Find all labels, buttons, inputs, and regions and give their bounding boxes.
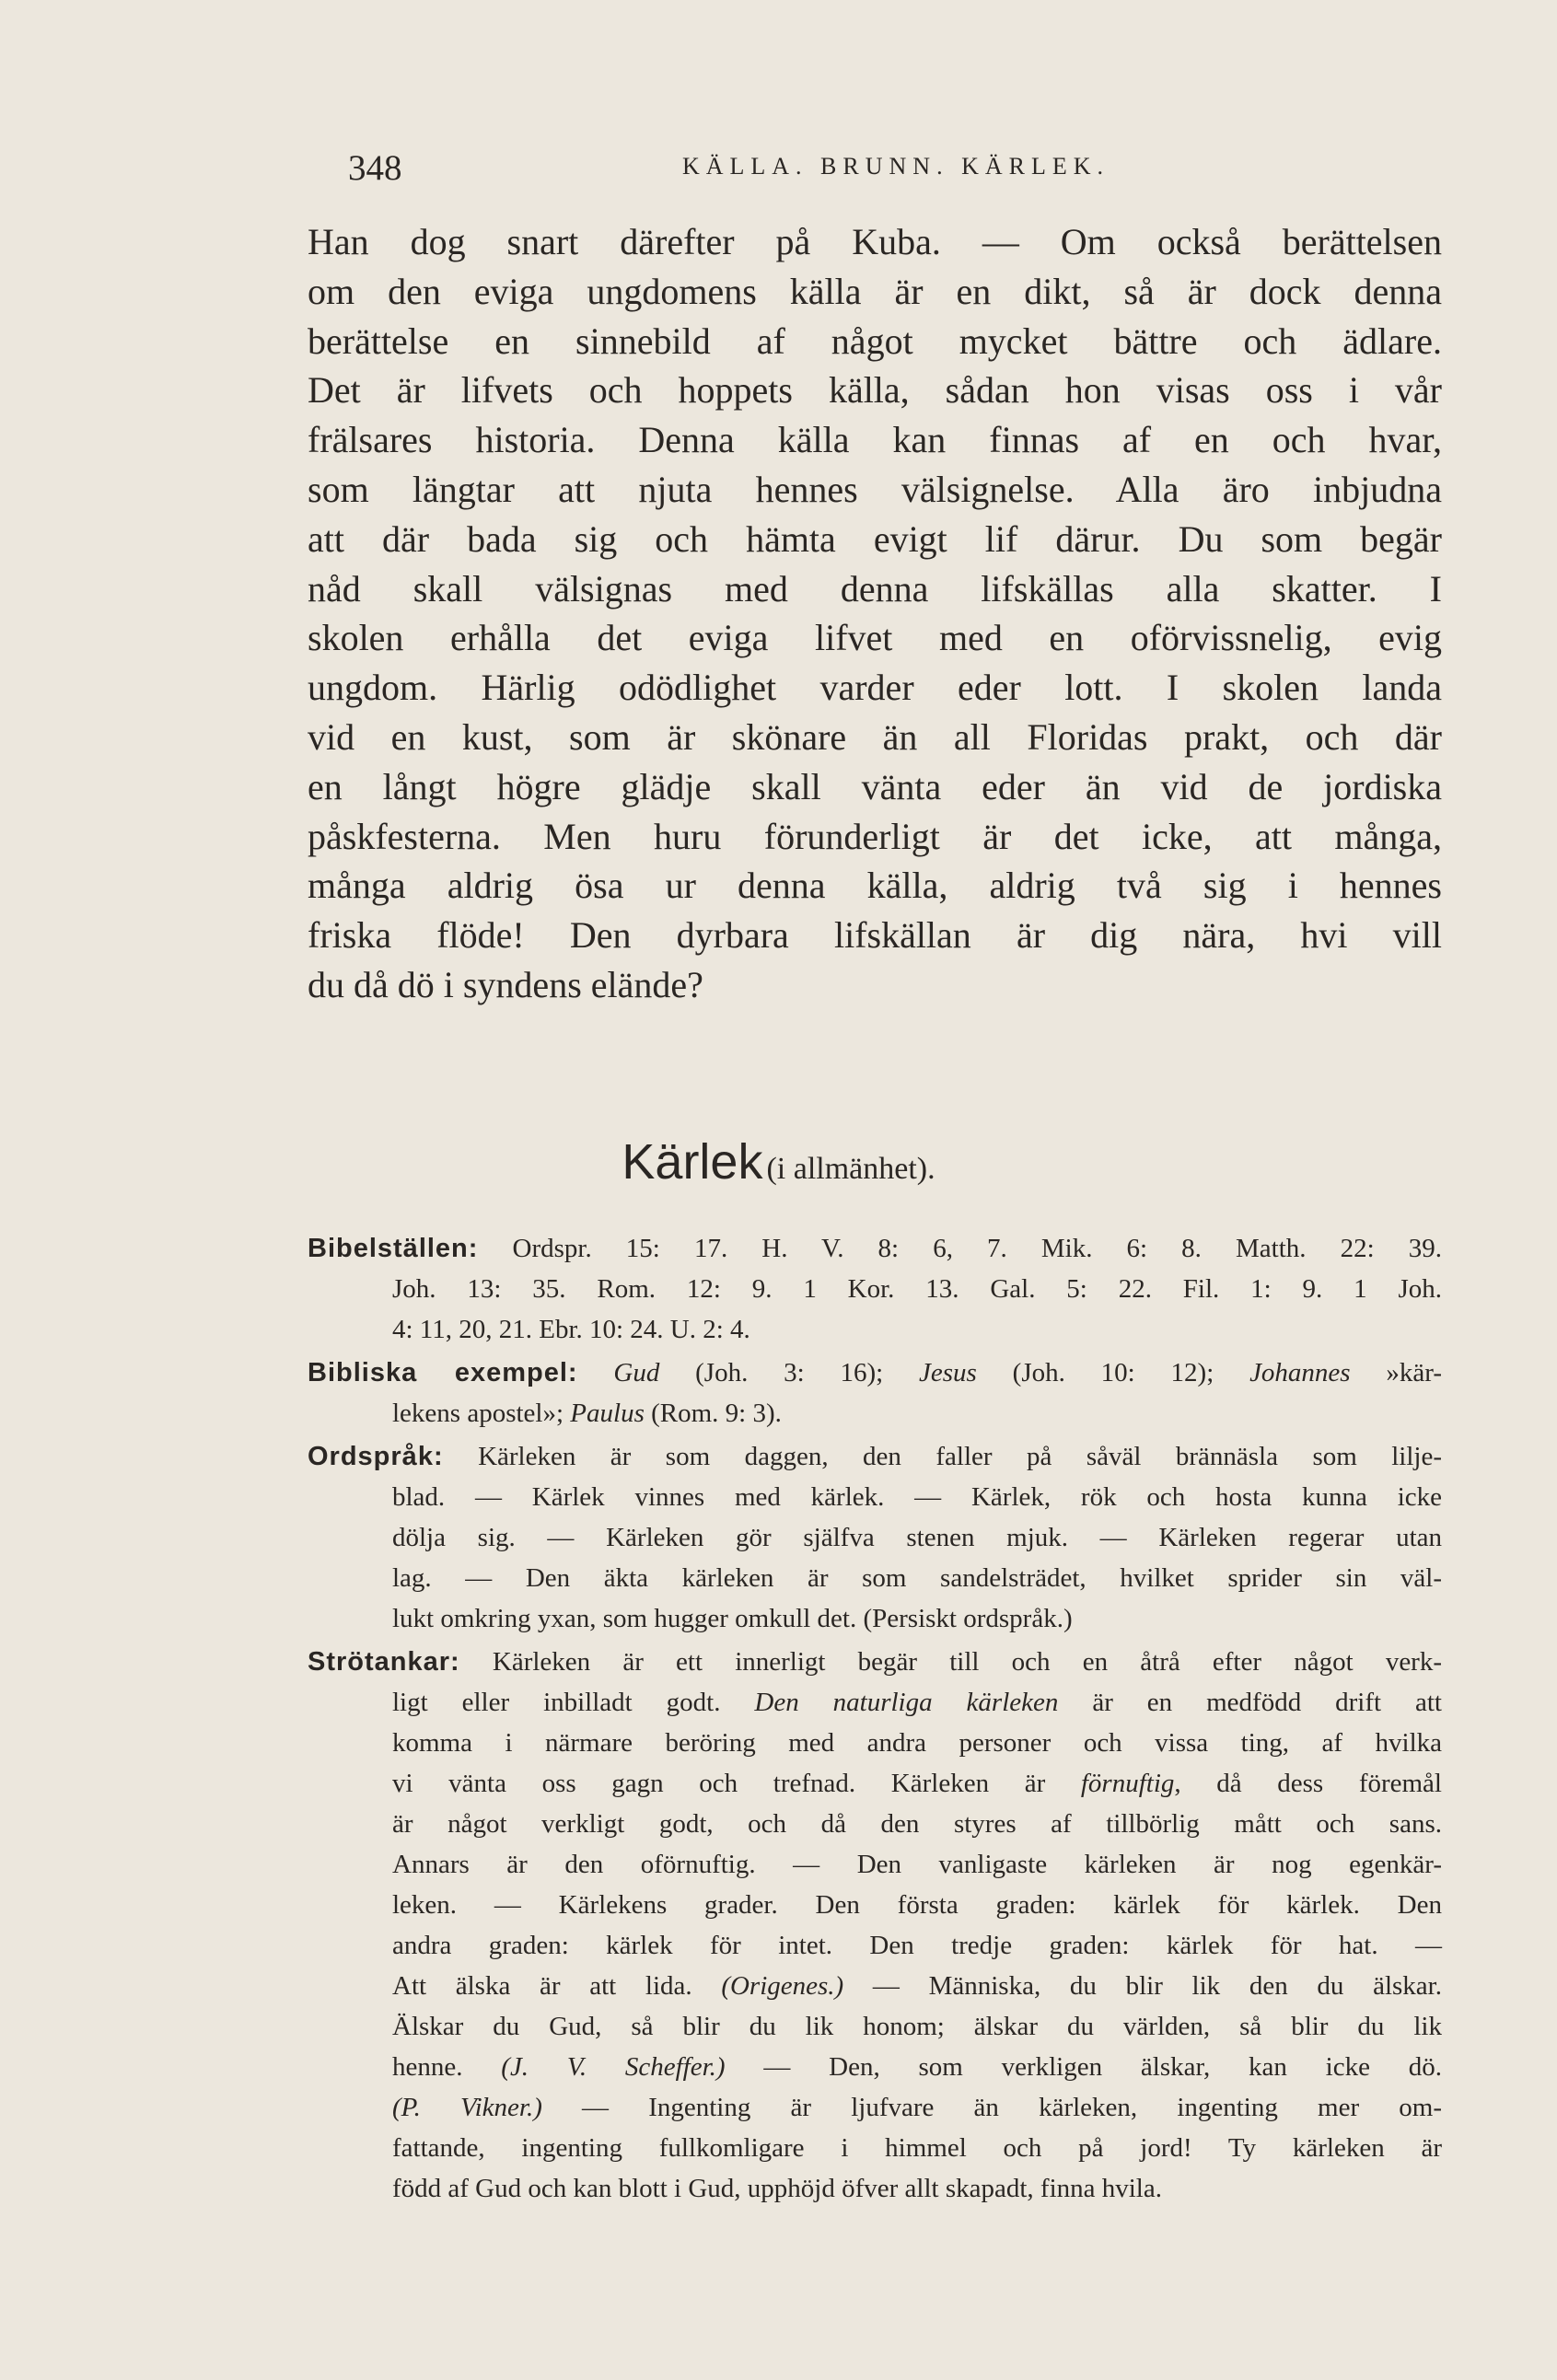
body-line: Det är lifvets och hoppets källa, sådan hon visas oss i vår [308,369,1442,412]
body-line: skolen erhålla det eviga lifvet med en oförvissnelig, evig [308,617,1442,659]
entry-line: (P. Vikner.) — Ingenting är ljufvare än kärleken, ingenting mer om- [392,2093,1442,2122]
body-line: om den eviga ungdomens källa är en dikt, så är dock denna [308,270,1442,312]
entry-line: Att älska är att lida. (Origenes.) — Människa, du blir lik den du älskar. [392,1971,1442,2001]
body-line: som längtar att njuta hennes välsignelse. Alla äro inbjudna [308,468,1442,510]
body-line: nåd skall välsignas med denna lifskällas alla skatter. I [308,567,1442,610]
body-line: vid en kust, som är skönare än all Floridas prakt, och där [308,715,1442,758]
entry-line: ligt eller inbilladt godt. Den naturliga kärleken är en medfödd drift att [392,1688,1442,1717]
entry-label: Strötankar: [308,1647,460,1677]
entry-strotankar [308,1642,1442,2209]
section-subtitle: (i allmänhet). [766,1152,935,1186]
entry-line [308,1436,1442,1477]
entry-line: leken. — Kärlekens grader. Den första graden: kärlek för kärlek. Den [392,1890,1442,1920]
entry-line [308,1228,1442,1269]
entry-text: Kärleken är som daggen, den faller på såväl brännäsla som lilje- [478,1442,1443,1471]
entry-line: lag. — Den äkta kärleken är som sandelsträdet, hvilket sprider sin väl- [392,1563,1442,1593]
entry-line: komma i närmare beröring med andra personer och vissa ting, af hvilka [392,1728,1442,1758]
entry-line: Joh. 13: 35. Rom. 12: 9. 1 Kor. 13. Gal. 5: 22. Fil. 1: 9. 1 Joh. [392,1274,1442,1304]
entry-line: vi vänta oss gagn och trefnad. Kärleken är förnuftig, då dess föremål [392,1769,1442,1798]
body-line: du då dö i syndens elände? [308,963,703,1005]
entry-bibelstallen [308,1228,1442,1350]
entry-line: Bibliska exempel: Gud (Joh. 3: 16); Jesus (Joh. 10: 12); Johannes »kär- [308,1358,1443,1387]
section-title: Kärlek [622,1134,763,1190]
entry-line: lekens apostel»; Paulus (Rom. 9: 3). [392,1399,782,1428]
entry-bibliska-exempel [308,1353,1442,1434]
page-number: 348 [348,148,402,188]
entry-line: dölja sig. — Kärleken gör själfva stenen mjuk. — Kärleken regerar utan [392,1523,1442,1552]
entry-line: 4: 11, 20, 21. Ebr. 10: 24. U. 2: 4. [392,1315,750,1344]
entry-line: är något verkligt godt, och då den styres af tillbörlig mått och sans. [392,1809,1442,1839]
entry-line: fattande, ingenting fullkomligare i himmel och på jord! Ty kärleken är [392,2133,1442,2163]
reference-entries [308,1228,1442,2212]
running-head-title: KÄLLA. BRUNN. KÄRLEK. [681,153,1110,180]
body-line: ungdom. Härlig odödlighet varder eder lott. I skolen landa [308,667,1442,709]
body-line: friska flöde! Den dyrbara lifskällan är dig nära, hvi vill [308,914,1442,957]
entry-line: andra graden: kärlek för intet. Den tredje graden: kärlek för hat. — [392,1931,1442,1960]
running-head [348,147,1444,193]
entry-ordsprak [308,1436,1442,1639]
body-line: en långt högre glädje skall vänta eder än vid de jordiska [308,765,1442,807]
body-paragraph [308,217,1442,1010]
body-line: frälsares historia. Denna källa kan finnas af en och hvar, [308,419,1442,461]
body-line: påskfesterna. Men huru förunderligt är det icke, att många, [308,815,1442,857]
entry-line: blad. — Kärlek vinnes med kärlek. — Kärlek, rök och hosta kunna icke [392,1482,1442,1512]
entry-line [308,1642,1442,1682]
entry-text: Ordspr. 15: 17. H. V. 8: 6, 7. Mik. 6: 8. Matth. 22: 39. [512,1234,1442,1263]
entry-text: Kärleken är ett innerligt begär till och en åtrå efter något verk- [492,1647,1442,1677]
entry-line: Annars är den oförnuftig. — Den vanligaste kärleken är nog egenkär- [392,1850,1442,1879]
section-heading [0,1134,1557,1202]
entry-line: henne. (J. V. Scheffer.) — Den, som verkligen älskar, kan icke dö. [392,2052,1442,2082]
body-line: berättelse en sinnebild af något mycket bättre och ädlare. [308,319,1442,362]
entry-label: Bibelställen: [308,1234,479,1263]
entry-label: Bibliska exempel: [308,1358,578,1387]
body-line: många aldrig ösa ur denna källa, aldrig två sig i hennes [308,865,1442,907]
entry-line: lukt omkring yxan, som hugger omkull det. (Persiskt ordspråk.) [392,1604,1073,1633]
body-line: Han dog snart därefter på Kuba. — Om också berättelsen [308,221,1442,262]
entry-line: född af Gud och kan blott i Gud, upphöjd öfver allt skapadt, finna hvila. [392,2174,1162,2203]
body-line: att där bada sig och hämta evigt lif därur. Du som begär [308,517,1442,560]
entry-label: Ordspråk: [308,1442,444,1471]
entry-line: Älskar du Gud, så blir du lik honom; älskar du världen, så blir du lik [392,2012,1442,2041]
